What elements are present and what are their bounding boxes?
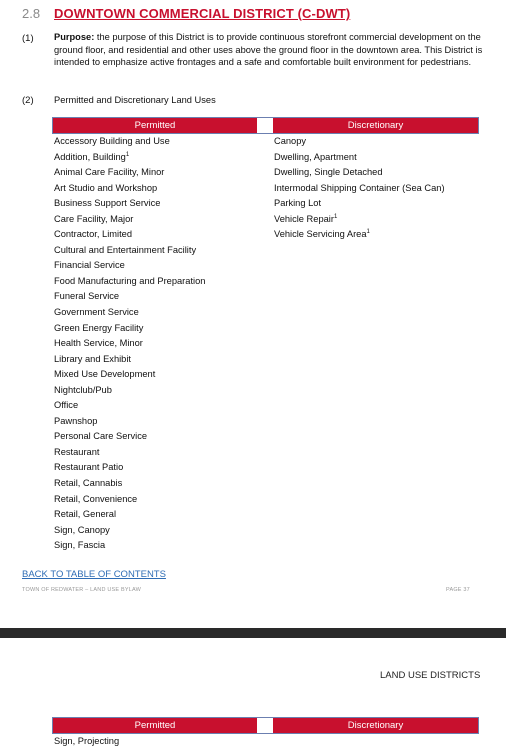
section-title: DOWNTOWN COMMERCIAL DISTRICT (C-DWT) xyxy=(54,6,351,21)
list-item-text: Financial Service xyxy=(54,260,125,271)
list-item-text: Pawnshop xyxy=(54,415,98,426)
list-item-text: Accessory Building and Use xyxy=(54,136,170,146)
page-separator xyxy=(0,628,506,638)
list-item-text: Art Studio and Workshop xyxy=(54,182,158,193)
list-item xyxy=(54,305,205,321)
list-item xyxy=(54,383,205,399)
land-uses-heading: Permitted and Discretionary Land Uses xyxy=(54,95,216,105)
list-item xyxy=(54,258,205,274)
list-item-text: Animal Care Facility, Minor xyxy=(54,167,165,178)
list-item-text: Contractor, Limited xyxy=(54,229,133,240)
list-item-text: Library and Exhibit xyxy=(54,353,131,364)
back-to-contents-link[interactable]: BACK TO TABLE OF CONTENTS xyxy=(22,569,166,580)
list-item-text: Business Support Service xyxy=(54,198,161,209)
list-item xyxy=(54,227,205,243)
list-item-text: Canopy xyxy=(274,136,307,146)
list-item xyxy=(54,165,205,181)
list-item-text: Green Energy Facility xyxy=(54,322,144,333)
list-item xyxy=(54,243,205,259)
list-item-text: Office xyxy=(54,400,79,411)
page-2-running-heading: LAND USE DISTRICTS xyxy=(380,670,481,681)
page-2-discretionary-header: Discretionary xyxy=(273,718,478,733)
permitted-header: Permitted xyxy=(53,118,257,133)
page-2-permitted-uses-list xyxy=(54,734,119,750)
list-item-text: Care Facility, Major xyxy=(54,213,134,224)
list-item-text: Personal Care Service xyxy=(54,431,148,442)
footer-bylaw-title: TOWN OF REDWATER – LAND USE BYLAW xyxy=(22,587,142,593)
list-item-text: Intermodal Shipping Container (Sea Can) xyxy=(274,182,445,193)
list-item xyxy=(54,460,205,476)
list-item xyxy=(274,212,445,228)
list-item xyxy=(54,445,205,461)
list-item-text: Nightclub/Pub xyxy=(54,384,112,395)
list-item xyxy=(54,336,205,352)
list-item xyxy=(54,507,205,523)
list-item xyxy=(274,165,445,181)
purpose-text: the purpose of this District is to provide continuous storefront commercial development on the ground floor, and residential and other uses above the ground floor in the downtown area. This District is intended to emphasize active frontages and a safe and comfortable built environment for pedestrians. xyxy=(54,32,483,67)
list-item-text: Restaurant xyxy=(54,446,100,457)
footnote-marker: 1 xyxy=(333,213,338,220)
list-item-text: Restaurant Patio xyxy=(54,462,124,473)
list-item-text: Mixed Use Development xyxy=(54,369,156,380)
footnote-marker: 1 xyxy=(125,151,130,158)
list-item-text: Dwelling, Single Detached xyxy=(274,167,383,178)
discretionary-header: Discretionary xyxy=(273,118,478,133)
list-item-text: Addition, Building xyxy=(54,151,126,162)
page-2-permitted-header: Permitted xyxy=(53,718,257,733)
list-item-text: Retail, General xyxy=(54,509,117,520)
list-item xyxy=(54,476,205,492)
list-item-text: Cultural and Entertainment Facility xyxy=(54,244,197,255)
list-item xyxy=(54,523,205,539)
list-item xyxy=(274,196,445,212)
list-item xyxy=(54,150,205,166)
list-item xyxy=(54,321,205,337)
list-item-text: Sign, Canopy xyxy=(54,524,110,535)
list-item xyxy=(274,134,445,150)
footnote-marker: 1 xyxy=(366,229,370,236)
list-item xyxy=(54,429,205,445)
footer-page-number: PAGE 37 xyxy=(446,587,470,593)
list-item-text: Sign, Fascia xyxy=(54,540,106,551)
purpose-label: Purpose: xyxy=(54,32,95,42)
list-item xyxy=(54,212,205,228)
clause-1-number: (1) xyxy=(22,33,34,44)
list-item xyxy=(54,196,205,212)
list-item xyxy=(54,181,205,197)
list-item xyxy=(54,274,205,290)
list-item-text: Government Service xyxy=(54,307,139,318)
list-item-text: Health Service, Minor xyxy=(54,338,143,349)
list-item-text: Vehicle Repair xyxy=(274,213,334,224)
list-item-text: Funeral Service xyxy=(54,291,120,302)
list-item-text: Food Manufacturing and Preparation xyxy=(54,275,206,286)
list-item xyxy=(54,352,205,368)
document-page-2 xyxy=(0,638,506,746)
list-item xyxy=(54,134,205,150)
section-number: 2.8 xyxy=(22,6,41,21)
list-item: Sign, Projecting xyxy=(54,736,120,746)
header-gap xyxy=(257,118,273,133)
list-item xyxy=(54,538,205,554)
clause-2-number: (2) xyxy=(22,95,34,106)
permitted-uses-list xyxy=(54,134,205,554)
list-item xyxy=(54,492,205,508)
list-item xyxy=(274,150,445,166)
list-item xyxy=(54,398,205,414)
list-item xyxy=(54,367,205,383)
list-item xyxy=(274,181,445,197)
list-item-text: Parking Lot xyxy=(274,198,322,209)
purpose-paragraph xyxy=(54,31,484,69)
list-item-text: Dwelling, Apartment xyxy=(274,151,357,162)
page-2-header-gap xyxy=(257,718,273,733)
discretionary-uses-list xyxy=(274,134,445,243)
list-item-text: Vehicle Servicing Area xyxy=(274,229,367,240)
list-item-text: Retail, Convenience xyxy=(54,493,138,504)
list-item xyxy=(274,227,445,243)
list-item xyxy=(54,289,205,305)
list-item-text: Retail, Cannabis xyxy=(54,478,123,489)
list-item xyxy=(54,414,205,430)
